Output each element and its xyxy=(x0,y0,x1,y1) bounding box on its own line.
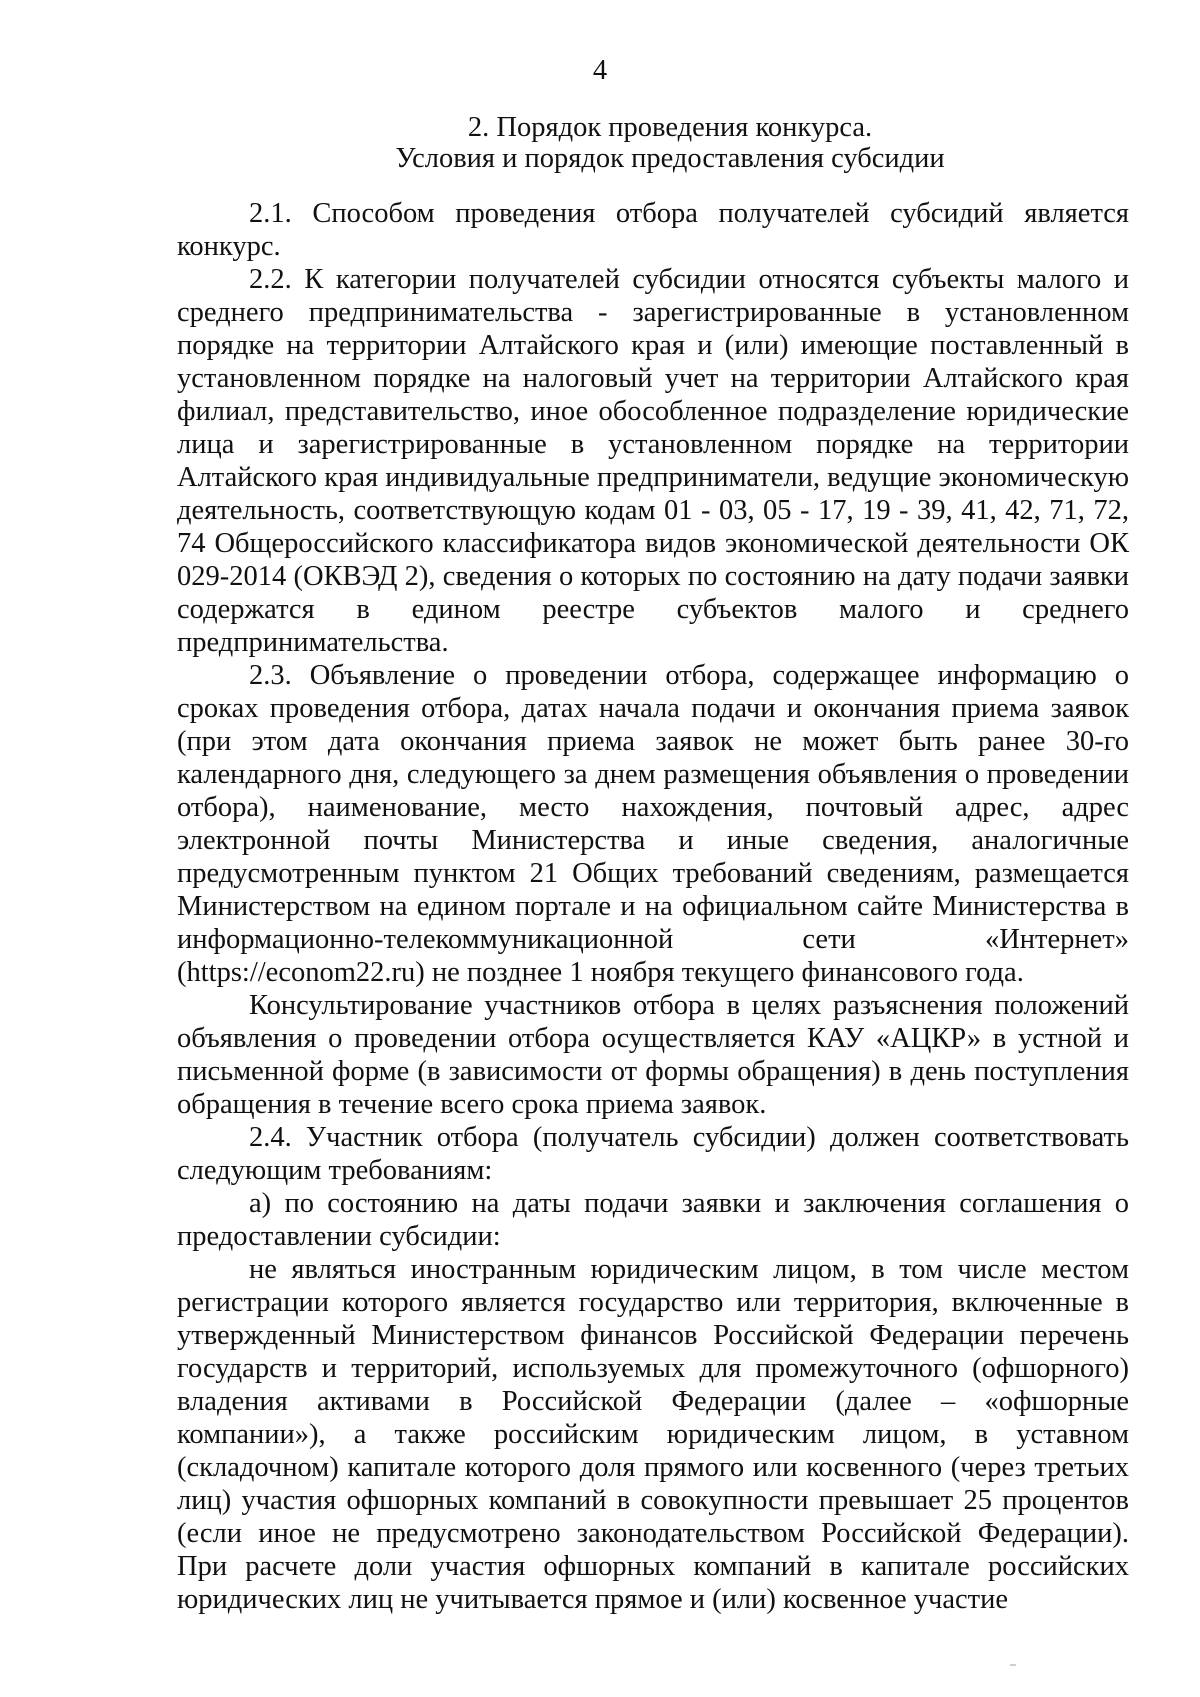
page-number: 4 xyxy=(592,55,608,86)
section-heading xyxy=(160,112,1180,174)
paragraph-consulting: Консультирование участников отбора в целях разъяснения положений объявления о проведении отбора осуществляется КАУ «АЦКР» в устной и письменной форме (в зависимости от формы обращения) в день поступления обращения в течение всего срока приема заявок. xyxy=(177,990,1129,1120)
document-body xyxy=(177,197,1129,1616)
paragraph-2-4-a: а) по состоянию на даты подачи заявки и заключения соглашения о предоставлении субсидии: xyxy=(177,1188,1129,1252)
paragraph-2-4: 2.4. Участник отбора (получатель субсидии) должен соответствовать следующим требованиям: xyxy=(177,1122,1129,1186)
paragraph-2-2: 2.2. К категории получателей субсидии относятся субъекты малого и среднего предпринимательства - зарегистрированные в установленном порядке на территории Алтайского края и (или) имеющие поставленный в установленном порядке на налоговый учет на территории Алтайского края филиал, представительство, иное обособленное подразделение юридические лица и зарегистрированные в установленном порядке на территории Алтайского края индивидуальные предприниматели, ведущие экономическую деятельность, соответствующую кодам 01 - 03, 05 - 17, 19 - 39, 41, 42, 71, 72, 74 Общероссийского классификатора видов экономической деятельности ОК 029-2014 (ОКВЭД 2), сведения о которых по состоянию на дату подачи заявки содержатся в едином реестре субъектов малого и среднего предпринимательства. xyxy=(177,264,1129,658)
section-heading-line-2: Условия и порядок предоставления субсидии xyxy=(395,143,945,174)
scan-artifact xyxy=(1010,1664,1016,1666)
section-heading-line-1: 2. Порядок проведения конкурса. xyxy=(467,112,873,143)
paragraph-2-3: 2.3. Объявление о проведении отбора, содержащее информацию о сроках проведения отбора, датах начала подачи и окончания приема заявок (при этом дата окончания приема заявок не может быть ранее 30-го календарного дня, следующего за днем размещения объявления о проведении отбора), наименование, место нахождения, почтовый адрес, адрес электронной почты Министерства и иные сведения, аналогичные предусмотренным пунктом 21 Общих требований сведениям, размещается Министерством на едином портале и на официальном сайте Министерства в информационно-телекоммуникационной сети «Интернет» (https://econom22.ru) не позднее 1 ноября текущего финансового года. xyxy=(177,660,1129,988)
paragraph-offshore: не являться иностранным юридическим лицом, в том числе местом регистрации которого является государство или территория, включенные в утвержденный Министерством финансов Российской Федерации перечень государств и территорий, используемых для промежуточного (офшорного) владения активами в Российской Федерации (далее – «офшорные компании»), а также российским юридическим лицом, в уставном (складочном) капитале которого доля прямого или косвенного (через третьих лиц) участия офшорных компаний в совокупности превышает 25 процентов (если иное не предусмотрено законодательством Российской Федерации). При расчете доли участия офшорных компаний в капитале российских юридических лиц не учитывается прямое и (или) косвенное участие xyxy=(177,1254,1129,1615)
paragraph-2-1: 2.1. Способом проведения отбора получателей субсидий является конкурс. xyxy=(177,198,1129,262)
